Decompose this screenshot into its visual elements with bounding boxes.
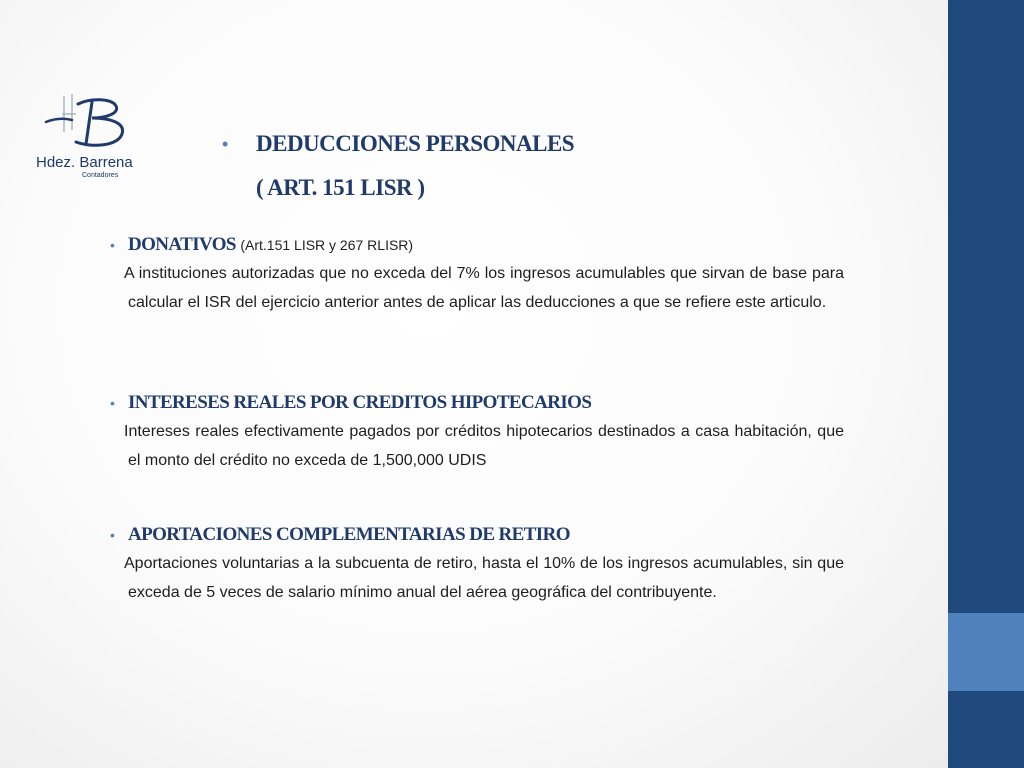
logo-name: Hdez. Barrena xyxy=(36,154,133,171)
section-heading-text: INTERESES REALES POR CREDITOS HIPOTECARIOS xyxy=(128,392,592,413)
section-aportaciones xyxy=(110,522,844,607)
hb-monogram-icon xyxy=(42,92,138,158)
slide-title xyxy=(222,128,574,216)
sidebar-accent-block xyxy=(948,613,1024,691)
section-reference: (Art.151 LISR y 267 RLISR) xyxy=(240,237,414,253)
title-text: DEDUCCIONES PERSONALES xyxy=(256,131,575,156)
bullet-icon: • xyxy=(110,527,115,543)
section-intereses xyxy=(110,390,844,475)
section-heading xyxy=(110,232,844,260)
section-body: Intereses reales efectivamente pagados por créditos hipotecarios destinados a casa habitación, que el monto del crédito no exceda de 1,500,000 UDIS xyxy=(124,423,844,469)
title-line-1 xyxy=(222,128,574,172)
logo-subtitle: Contadores xyxy=(82,172,119,179)
section-heading xyxy=(110,390,844,418)
bullet-icon: • xyxy=(222,134,228,154)
title-line-2 xyxy=(222,172,574,216)
bullet-icon: • xyxy=(110,395,115,411)
bullet-icon: • xyxy=(110,237,115,253)
section-heading-text: APORTACIONES COMPLEMENTARIAS DE RETIRO xyxy=(128,524,570,545)
title-subtext: ( ART. 151 LISR ) xyxy=(256,175,425,200)
section-heading xyxy=(110,522,844,550)
section-donativos xyxy=(110,232,844,317)
section-body: A instituciones autorizadas que no exceda del 7% los ingresos acumulables que sirvan de base para calcular el ISR del ejercicio anterior antes de aplicar las deducciones a que se refiere este articulo. xyxy=(124,265,844,311)
section-body: Aportaciones voluntarias a la subcuenta de retiro, hasta el 10% de los ingresos acumulables, sin que exceda de 5 veces de salario mínimo anual del aérea geográfica del contribuyente. xyxy=(124,555,844,601)
company-logo xyxy=(30,92,140,192)
section-heading-text: DONATIVOS xyxy=(128,234,236,255)
